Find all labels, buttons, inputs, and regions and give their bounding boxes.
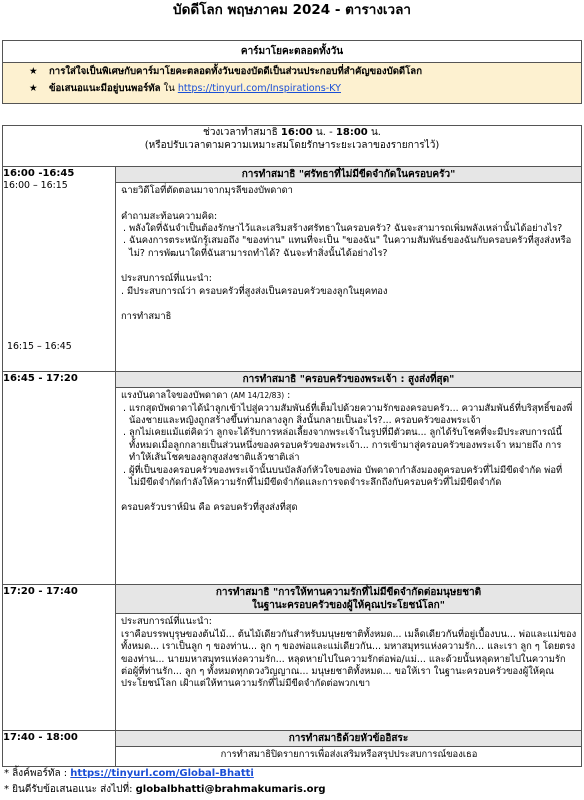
session-content-cell xyxy=(116,372,582,585)
body-line: ประสบการณ์ที่แนะนำ: xyxy=(121,273,212,285)
star-icon: ★ xyxy=(29,83,38,94)
session-row xyxy=(3,372,582,585)
session-content-cell xyxy=(116,731,582,767)
schedule-table xyxy=(2,125,582,767)
inspirations-link[interactable]: https://tinyurl.com/Inspirations-KY xyxy=(177,83,341,94)
body-line xyxy=(121,390,577,402)
body-text: แรงบันดาลใจของบัพดาดา xyxy=(121,390,231,402)
intro-row xyxy=(3,126,582,167)
body-line: . แรกสุดบัพดาดาได้นำลูกเข้าไปสู่ความสัมพันธ์ที่เต็มไปด้วยความรักของครอบครัว... ความสัมพันธ์ที่บริสุทธิ์ของพี่น้องชายและหญิงถูกสร้างขึ้นท่ามกลางลูก สิ่งนั้นกลายเป็นอะไร?... ครอบครัวของพระเจ้า xyxy=(123,402,573,426)
body-line: การทำสมาธิ xyxy=(121,311,172,323)
intro-cell xyxy=(3,126,582,167)
star-icon: ★ xyxy=(29,66,38,77)
karma-point-2-text: ข้อเสนอแนะมีอยู่บนพอร์ทัล xyxy=(49,83,161,94)
session-content-cell xyxy=(116,167,582,372)
portal-link[interactable]: https://tinyurl.com/Global-Bhatti xyxy=(70,768,254,779)
session-time: 16:00 -16:45 xyxy=(3,168,75,179)
intro-line2: (หรือปรับเวลาตามความเหมาะสมโดยรักษาระยะเวลาของรายการไว้) xyxy=(144,140,440,152)
body-text: : xyxy=(284,390,291,402)
karma-yoga-points xyxy=(3,63,581,103)
session-subtime-2: 16:15 – 16:45 xyxy=(7,341,72,352)
body-line: ฉายวิดีโอที่ตัดตอนมาจากมุรลีของบัพดาดา xyxy=(121,185,293,197)
body-line: . ลูกไม่เคยแม้แต่คิดว่า ลูกจะได้รับการหล่อเลี้ยงจากพระเจ้าในรูปที่มีตัวตน... ลูกได้รับโชคที่จะมีประสบการณ์นี้ทั้งหมดเมื่อลูกกลายเป็นส่วนหนึ่งของครอบครัวของพระเจ้า... การเข้ามาสู่ครอบครัวของพระเจ้า หมายถึง การทำให้เส้นโชคของลูกสูงส่งชาติแล้วชาติเล่า xyxy=(123,427,563,464)
intro-start-time: 16:00 xyxy=(280,127,313,138)
session-body xyxy=(116,614,581,694)
page-title: บัดดีโลก พฤษภาคม 2024 - ตารางเวลา xyxy=(173,2,411,18)
session-time: 17:40 - 18:00 xyxy=(3,732,78,743)
session-body xyxy=(116,183,581,327)
body-line: . ผู้ที่เป็นของครอบครัวของพระเจ้านั้นบนบัลลังก์หัวใจของพ่อ บัพดาดากำลังมองดูครอบครัวที่ไม่มีขีดจำกัด พ่อที่ไม่มีขีดจำกัดกำลังให้ความรักที่ไม่มีขีดจำกัดและการจดจำระลึกถึงกับครอบครัวที่ไม่มีขีดจำกัด xyxy=(123,464,563,489)
session-time-cell xyxy=(3,585,116,731)
karma-point-1 xyxy=(29,66,581,83)
karma-yoga-heading: คาร์มาโยคะตลอดทั้งวัน xyxy=(3,41,581,63)
karma-point-2-in: ใน xyxy=(160,83,178,94)
body-line: . ฉันคงการตระหนักรู้เสมอถึง "ของท่าน" แทนที่จะเป็น "ของฉัน" ในความสัมพันธ์ของฉันกับครอบครัวที่สูงส่งหรือไม่? การพัฒนาใดที่ฉันสามารถทำได้? ฉันจะทำสิ่งนั้นได้อย่างไร? xyxy=(123,235,572,259)
intro-line1-post: น. xyxy=(367,127,381,138)
session-header: การทำสมาธิด้วยหัวข้ออิสระ xyxy=(116,731,581,747)
footer-feedback-line xyxy=(4,783,326,796)
body-line: ครอบครัวบราห์มิน คือ ครอบครัวที่สูงส่งที่สุด xyxy=(121,502,298,514)
footer-portal-line xyxy=(4,767,254,780)
intro-line1-pre: ช่วงเวลาทำสมาธิ xyxy=(203,127,281,138)
body-line: . มีประสบการณ์ว่า ครอบครัวที่สูงส่งเป็นครอบครัวของลูกในยุคทอง xyxy=(121,285,388,297)
murli-date: (AM 14/12/83) xyxy=(230,391,285,401)
session-header: การทำสมาธิ "ศรัทธาที่ไม่มีขีดจำกัดในครอบครัว" xyxy=(116,167,581,183)
session-content-cell xyxy=(116,585,582,731)
session-header-line1: การทำสมาธิ "การให้ทานความรักที่ไม่มีขีดจำกัดต่อมนุษยชาติ xyxy=(215,587,482,598)
session-header: การทำสมาธิ "ครอบครัวของพระเจ้า : สูงส่งที่สุด" xyxy=(116,372,581,388)
session-body: การทำสมาธิปิดรายการเพื่อส่งเสริมหรือสรุปประสบการณ์ของเธอ xyxy=(220,749,478,761)
session-row xyxy=(3,731,582,767)
body-line: เราคือบรรพบุรุษของต้นไม้... ต้นไม้เดียวกันสำหรับมนุษยชาติทั้งหมด... เมล็ดเดียวกันที่อยู่เบื้องบน... พ่อและแม่ของทั้งหมด... เราเป็นลูก ๆ ของท่าน... ลูก ๆ ของพ่อและแม่เดียวกัน... มหาสมุทรแห่งความรัก... และเรา ลูก ๆ โดยตรงของท่าน... นายมหาสมุทรแห่งความรัก... หลุดหายไปในความรักต่อพ่อ/แม่... และด้วยนั้นหลุดหายไปในความรักต่อผู้ที่ท่านรัก... ลูก ๆ ทั้งหมดทุกดวงวิญญาณ... มนุษยชาติทั้งหมด... ขอให้เรา ในฐานะครอบครัวของผู้ให้คุณประโยชน์โลก เฝ้าแต่ให้ทานความรักที่ไม่มีขีดจำกัดต่อพวกเขา xyxy=(121,628,577,690)
session-body xyxy=(116,388,581,519)
session-row xyxy=(3,167,582,372)
body-line: . พลังใดที่ฉันจำเป็นต้องรักษาไว้และเสริมสร้างศรัทธาในครอบครัว? ฉันจะสามารถเพิ่มพลังเหล่านั้นได้อย่างไร? xyxy=(123,223,563,234)
session-row xyxy=(3,585,582,731)
intro-line1-mid: น. - xyxy=(312,127,336,138)
intro-end-time: 18:00 xyxy=(335,127,368,138)
session-time: 17:20 - 17:40 xyxy=(3,586,78,597)
session-time-cell xyxy=(3,731,116,767)
session-header-line2: ในฐานะครอบครัวของผู้ให้คุณประโยชน์โลก" xyxy=(252,600,445,612)
karma-point-2 xyxy=(29,83,581,100)
session-time-cell xyxy=(3,372,116,585)
session-subtime-1: 16:00 – 16:15 xyxy=(3,180,68,192)
session-time-cell xyxy=(3,167,116,372)
karma-point-1-text: การใส่ใจเป็นพิเศษกับคาร์มาโยคะตลอดทั้งวันของบัดดีเป็นส่วนประกอบที่สำคัญของบัดดีโลก xyxy=(49,66,422,77)
karma-yoga-box xyxy=(2,40,582,104)
footer-feedback-label: * ยินดีรับข้อเสนอแนะ ส่งไปที่: xyxy=(4,784,136,795)
footer-portal-label: * ลิ้งค์พอร์ทัล : xyxy=(4,768,71,779)
session-header xyxy=(116,585,581,614)
session-time: 16:45 - 17:20 xyxy=(3,373,78,384)
body-line: คำถามสะท้อนความคิด: xyxy=(121,210,218,222)
body-line: ประสบการณ์ที่แนะนำ: xyxy=(121,616,212,628)
feedback-email[interactable]: globalbhatti@brahmakumaris.org xyxy=(135,784,326,795)
